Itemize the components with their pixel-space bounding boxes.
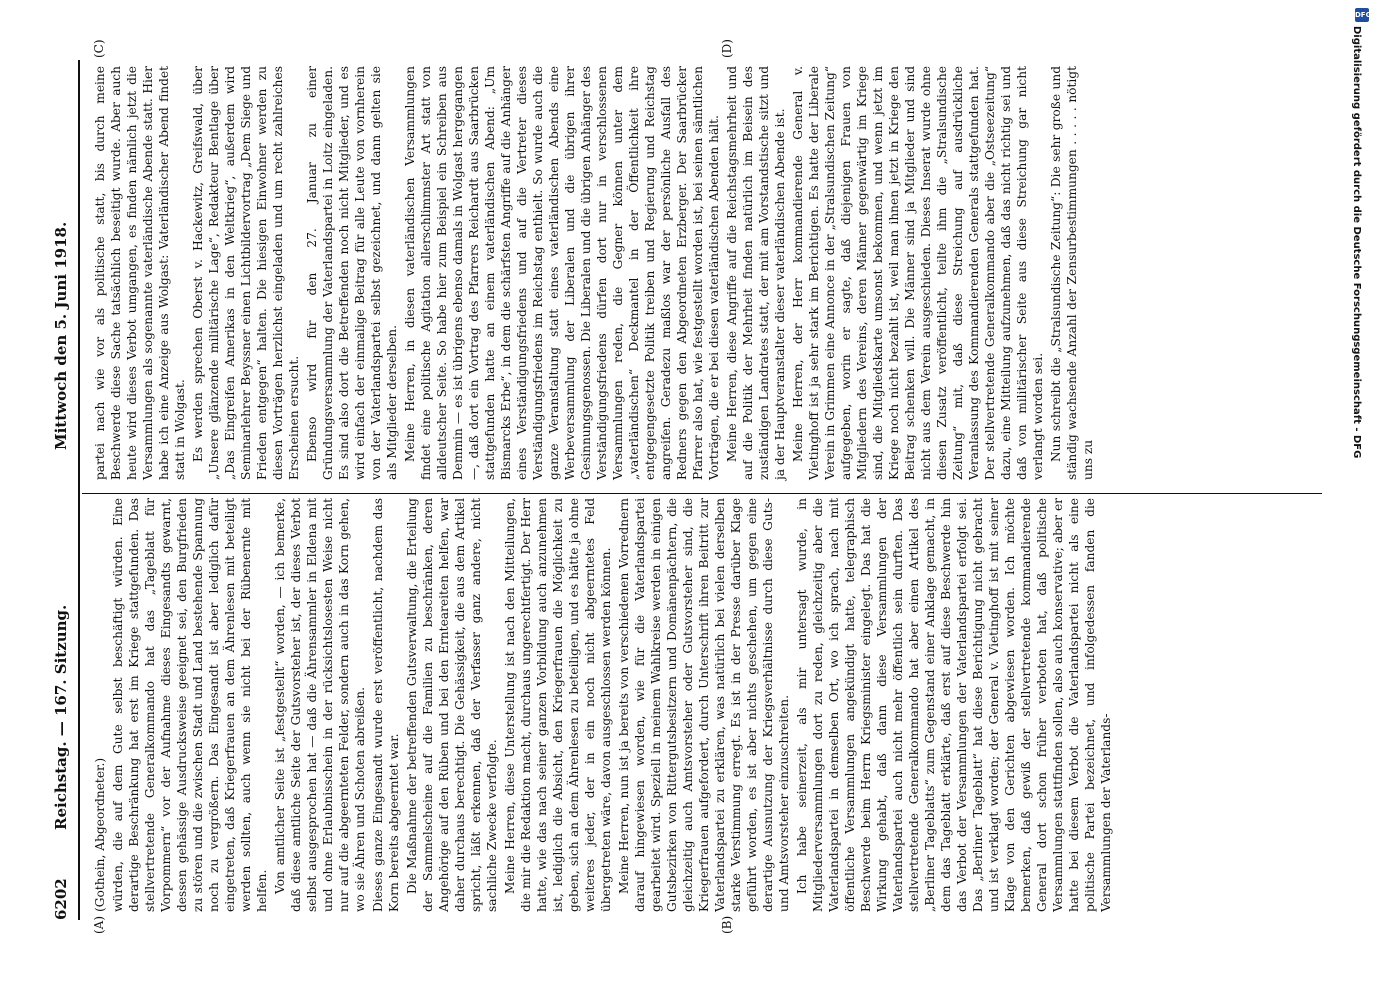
paragraph: Ich habe seinerzeit, als mir untersagt wurde, in Mitgliederversammlungen dort zu reden, gleichzeitig aber die Vaterlandspartei in demselben Ort, wo ich sprach, nach mit öffentliche Versammlungen angekündigt hatte, telegraphisch Beschwerde beim Herrn Kriegsminister eingelegt. Das hat die Wirkung gehabt, daß dann diese Versammlungen der Vaterlandspartei auch nicht mehr öffentlich sein durften. Das stellvertretende Generalkommando hat aber einen Artikel des „Berliner Tageblatts“ zum Gegenstand einer Anklage gemacht, in dem das Tageblatt erklärte, daß erst auf diese Beschwerde hin das Verbot der Versammlungen der Vaterlandspartei erfolgt sei. Das „Berliner Tageblatt“ hat diese Berichtigung nicht gebracht und ist verklagt worden; der General v. Vietinghoff ist mit seiner Klage von den Gerichten abgewiesen worden. Ich möchte bemerken, daß gewiß der stellvertretende kommandierende General dort schon früher verboten hat, daß politische Versammlungen stattfinden sollen, also auch konservative; aber er hatte bei diesem Verbot die Vaterlandspartei nicht als eine politische Partei bezeichnet, und infolgedessen fanden die Versammlungen der Vaterlands- bbox=[795, 498, 1113, 912]
speaker-note: (Gothein, Abgeordneter.) bbox=[93, 757, 107, 912]
paragraph: Von amtlicher Seite ist „festgestellt“ worden, — ich bemerke, daß diese amtliche Seite der Gutsvorsteher ist, der dieses Verbot selbst ausgesprochen hat — daß die Ährensammler in Eldena mit und ohne Erlaubnisschein in der rücksichtslosesten Weise nicht nur auf die abgeernteten Felder, sondern auch in das Korn gehen, wo sie Ähren und Schoten abreißen. bbox=[273, 498, 367, 912]
paragraph: Meine Herren, in diesen vaterländischen Versammlungen findet eine politische Agitation allerschlimmster Art statt von alldeutscher Seite. So habe hier zum Beispiel ein Schreiben aus Demmin — es ist übrigens ebenso damals in Wolgast hergegangen —, daß dort ein Vortrag des Pfarrers Reichardt aus Saarbrücken stattgefunden hatte an einem vaterländischen Abend: „Um Bismarcks Erbe“, in dem die schärfsten Angriffe auf die Anhänger eines Verständigungsfriedens und auf die Vertreter dieses Verständigungsfriedens im Reichstag enthielt. So wurde auch die ganze Veranstaltung statt eines vaterländischen Abends eine Werbeversammlung der Liberalen und die übrigen ihrer Gesinnungsgenossen. Die Liberalen und die übrigen Anhänger des Verständigungsfriedens dürfen dort nur in verschlossenen Versammlungen reden, die Gegner können unter dem „vaterländischen“ Deckmantel in der Öffentlichkeit ihre entgegengesetzte Politik treiben und Regierung und Reichstag angreifen. Geradezu maßlos war der persönliche Ausfall des Redners gegen den Abgeordneten Erzberger. Der Saarbrücker Pfarrer also hat, wie festgestellt worden ist, bei seinen sämtlichen Vorträgen, die er bei diesen vaterländischen Abenden hält. bbox=[403, 66, 721, 480]
paragraph: Dieses ganze Eingesandt wurde erst veröffentlicht, nachdem das Korn bereits abgeerntet war. bbox=[371, 498, 401, 912]
paragraph: Nun schreibt die „Stralsundische Zeitung“: Die sehr große und ständig wachsende Anzahl der Zensurbestimmungen . . . . . nötigt uns zu bbox=[1049, 66, 1095, 480]
paragraph: Meine Herren, diese Unterstellung ist nach den Mitteilungen, die mir die Redaktion macht, durchaus ungerechtfertigt. Der Herr hatte, wie das nach seiner ganzen Vorbildung auch anzunehmen ist, lediglich die Absicht, den Kriegerfrauen die Möglichkeit zu geben, sich an dem Ährenlesen zu beteiligen, und es hätte ja ohne weiteres jeder, der in ein noch nicht abgeerntetes Feld übergetreten wäre, davon ausgeschlossen werden können. bbox=[503, 498, 613, 912]
paragraph: Meine Herren, der Herr kommandierende General v. Vietinghoff ist ja sehr stark im Berichtigen. Es hatte der Liberale Verein in Grimmen eine Annonce in der „Stralsundischen Zeitung“ aufgegeben, worin er sagte, daß diejenigen Frauen von Mitgliedern des Vereins, deren Männer gegenwärtig im Kriege sind, die Mitgliedskarte umsonst bekommen, und wenn jetzt im Kriege noch nicht bezahlt ist, weil man ihnen jetzt in Kriege den Beitrag schenken will. Die Männer sind ja Mitglieder und sind nicht aus dem Verein ausgeschieden. Dieses Inserat wurde ohne diesen Zusatz veröffentlicht, teilte ihm die „Stralsundische Zeitung“ mit, daß diese Streichung auf ausdrückliche Veranlassung des Kommandierenden Generals stattgefunden hat. Der stellvertretende Generalkommando aber die „Ostseezeitung“ dazu, eine Mitteilung aufzunehmen, daß das nicht richtig sei und daß von militärischer Seite aus diese Streichung gar nicht verlangt worden sei. bbox=[791, 66, 1045, 480]
paragraph: Es werden sprechen Oberst v. Hackewitz, Greifswald, über „Unsere glänzende militärische Lage“, Redakteur Bentlage über „Das Eingreifen Amerikas in den Weltkrieg“, außerdem wird Seminarlehrer Beyssner einen Lichtbildervortrag „Dem Siege und Frieden entgegen“ halten. Die hiesigen Einwohner werden zu diesen Vorträgen herzlichst eingeladen und um recht zahlreiches Erscheinen ersucht. bbox=[191, 66, 301, 480]
digitization-credit: Digitalisierung gefördert durch die Deutsche Forschungsgemeinschaft - DFG bbox=[1351, 26, 1362, 459]
page-number: 6202 bbox=[52, 878, 70, 920]
column-divider bbox=[82, 493, 1322, 494]
left-column bbox=[92, 498, 1116, 912]
dfg-logo: DFG bbox=[1355, 8, 1369, 22]
paragraph: Die Maßnahme der betreffenden Gutsverwaltung, die Erteilung der Sammelscheine auf die Familien zu beschränken, deren Angehörige auf den Rüben und bei den Ernteareiten helfen, war daher durchaus berechtigt. Die Gehässigkeit, die aus dem Artikel spricht, läßt erkennen, daß der Verfasser ganz andere, nicht sachliche Zwecke verfolgte. bbox=[405, 498, 499, 912]
paragraph: partei nach wie vor als politische statt, bis durch meine Beschwerde diese Sache tatsächlich beseitigt wurde. Aber auch heute wird dieses Verbot umgangen, es finden nämlich jetzt die Versammlungen als sogenannte vaterländische Abende statt. Hier habe ich eine Anzeige aus Wolgast: Vaterländischer Abend findet statt in Wolgast. bbox=[93, 66, 187, 480]
paragraph: Meine Herren, diese Angriffe auf die Reichstagsmehrheit und auf die Politik der Mehrheit finden natürlich im Beisein des zuständigen Landrates statt, der mit am Vorstandstische sitzt und ja der Hauptveranstalter dieser vaterländischen Abende ist. bbox=[725, 66, 787, 480]
header-rule bbox=[78, 60, 80, 920]
margin-mark-b: (B) bbox=[720, 915, 734, 934]
left-running-head: Reichstag. — 167. Sitzung. bbox=[52, 604, 70, 830]
margin-mark-a: (A) bbox=[92, 915, 106, 934]
paragraph: würden, die auf dem Gute selbst beschäftigt würden. Eine derartige Beschränkung hat erst im Kriege stattgefunden. Das stellvertretende Generalkommando hat das „Tageblatt für Vorpommern“ vor der Aufnahme dieses Eingesandts gewarnt, dessen gehässige Ausdrucksweise geeignet sei, den Burgfrieden zu stören und die zwischen Stadt und Land bestehende Spannung noch zu vergrößern. Das Eingesandt ist aber lediglich dafür eingetreten, daß Kriegerfrauen an dem Ährenlesen mit beteiligt werden sollten, auch wenn sie nicht bei der Rübenernte mit helfen. bbox=[111, 498, 269, 912]
page-header bbox=[48, 60, 78, 920]
margin-mark-d: (D) bbox=[720, 39, 734, 58]
right-running-head: Mittwoch den 5. Juni 1918. bbox=[52, 221, 70, 450]
right-column bbox=[92, 66, 1098, 480]
paragraph: Ebenso wird für den 27. Januar zu einer Gründungsversammlung der Vaterlandspartei in Loitz eingeladen. Es sind also dort die Betreffenden noch nicht Mitglieder, und es wird einfach der einmalige Beitrag für alle Leute von vornherein von der Vaterlandspartei selbst gezeichnet, und dann gelten sie als Mitglieder derselben. bbox=[305, 66, 399, 480]
paragraph: Meine Herren, nun ist ja bereits von verschiedenen Vorrednern darauf hingewiesen worden, wie für die Vaterlandspartei gearbeitet wird. Speziell in meinem Wahlkreise werden in einigen Gutsbezirken von Rittergutsbesitzern und Domänenpächtern, die gleichzeitig auch Amtsvorsteher oder Gutsvorsteher sind, die Kriegerfrauen aufgefordert, durch Unterschrift ihren Beitritt zur Vaterlandspartei zu erklären, was natürlich bei vielen derselben starke Verstimmung erregt. Es ist in der Presse darüber Klage geführt worden, es ist aber nichts geschehen, um gegen eine derartige Ausnutzung der Kriegsverhältnisse durch diese Guts- und Amtsvorsteher einzuschreiten. bbox=[617, 498, 791, 912]
margin-mark-c: (C) bbox=[92, 39, 106, 58]
